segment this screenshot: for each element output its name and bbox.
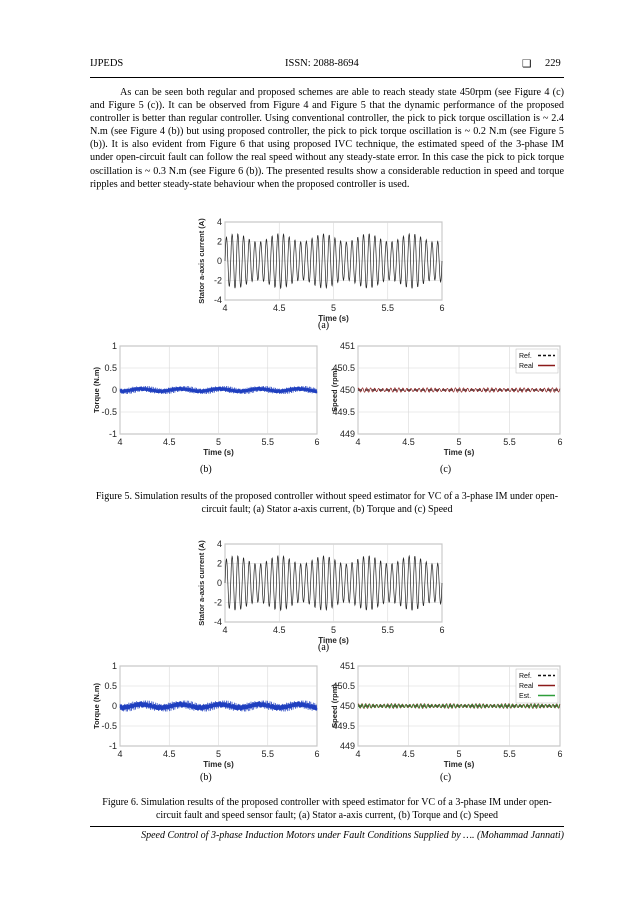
figure5-label-b: (b)	[200, 464, 212, 475]
figure5-plot-a	[195, 216, 450, 326]
journal-name: IJPEDS	[90, 58, 124, 69]
figure6-label-b: (b)	[200, 772, 212, 783]
y-tick-label: 451	[339, 341, 355, 351]
x-tick-label: 4.5	[162, 437, 176, 447]
x-tick-label: 4	[117, 749, 123, 759]
x-tick-label: 4	[355, 749, 361, 759]
x-tick-label: 5.5	[261, 749, 275, 759]
x-tick-label: 5	[215, 749, 222, 759]
x-tick-label: 5	[456, 749, 462, 759]
y-tick-label: 449.5	[332, 407, 355, 417]
legend-label: Ref.	[519, 353, 532, 360]
y-tick-label: 449.5	[332, 721, 355, 731]
running-footer: Speed Control of 3-phase Induction Motors under Fault Conditions Supplied by …. (Mohammad Jannati)	[141, 830, 564, 841]
x-tick-label: 5	[330, 625, 337, 635]
x-tick-label: 4	[355, 437, 361, 447]
legend-label: Real	[519, 363, 534, 370]
footer-rule	[90, 826, 564, 827]
y-tick-label: 2	[216, 558, 222, 569]
figure5b-chart	[90, 340, 325, 460]
figure6-label-c: (c)	[440, 772, 452, 783]
y-tick-label: -2	[213, 275, 222, 286]
y-axis-label: Torque (N.m)	[92, 366, 101, 414]
x-tick-label: 6	[557, 437, 563, 447]
y-tick-label: 2	[216, 236, 222, 247]
y-axis-label: Speed (rpm)	[330, 368, 339, 412]
x-tick-label: 6	[557, 749, 563, 759]
y-tick-label: 1	[111, 341, 117, 351]
x-tick-label: 4	[222, 303, 228, 313]
x-tick-label: 4	[117, 437, 123, 447]
x-tick-label: 4.5	[402, 749, 415, 759]
y-tick-label: 0.5	[104, 363, 117, 373]
figure6-plot-a	[195, 538, 450, 648]
x-axis-label: Time (s)	[318, 636, 349, 645]
legend-label: Est.	[519, 693, 532, 700]
body-paragraph: As can be seen both regular and proposed schemes are able to reach steady state 450rpm (see Figure 4 (c) and Figure 5 (c)). It can be observed from Figure 4 and Figure 5 that the dynamic performance of the proposed controller is better than regular controller. Using conventional controller, the pick to pick torque oscillation is ~ 2.4 N.m (see Figure 4 (b)) but using proposed controller, the pick to pick torque oscillation is ~ 0.2 N.m (see Figure 5 (b)). It is also evident from Figure 6 that using proposed IVC technique, the estimated speed of the 3-phase IM under open-circuit fault can follow the real speed without any steady-state error. In this case the pick to pick torque oscillation is ~ 0.3 N.m (see Figure 6 (b)). The presented results show a considerable reduction in speed and torque ripples and better steady-state behaviour when the proposed controller is used.	[90, 87, 564, 190]
y-tick-label: -1	[108, 741, 117, 751]
figure6a-chart	[195, 538, 450, 648]
y-axis-label: Torque (N.m)	[92, 682, 101, 730]
x-tick-label: 5.5	[261, 437, 275, 447]
x-axis-label: Time (s)	[318, 314, 349, 323]
y-tick-label: -0.5	[101, 407, 117, 417]
x-axis-label: Time (s)	[443, 760, 475, 769]
y-tick-label: 449	[339, 429, 355, 439]
y-tick-label: 0.5	[104, 681, 117, 691]
y-tick-label: 4	[216, 539, 222, 549]
figure5-label-c: (c)	[440, 464, 452, 475]
header-rule	[90, 77, 564, 78]
x-tick-label: 6	[314, 749, 320, 759]
y-tick-label: -0.5	[101, 721, 117, 731]
y-axis-label: Speed (rpm)	[330, 684, 339, 728]
figure6-caption: Figure 6. Simulation results of the proposed controller with speed estimator for VC of a 3-phase IM under open-circuit fault and speed sensor fault; (a) Stator a-axis current, (b) Torque and (c) Speed	[102, 797, 552, 821]
figure6b-chart	[90, 660, 325, 772]
x-tick-label: 5	[215, 437, 222, 447]
x-tick-label: 5	[330, 303, 337, 313]
y-tick-label: -4	[213, 617, 222, 627]
x-axis-label: Time (s)	[203, 760, 234, 769]
figure5-caption: Figure 5. Simulation results of the proposed controller without speed estimator for VC of a 3-phase IM under open-circuit fault; (a) Stator a-axis current, (b) Torque and (c) Speed	[95, 491, 559, 515]
x-axis-label: Time (s)	[443, 448, 475, 457]
y-tick-label: 0	[216, 578, 222, 588]
page-number: 229	[545, 58, 561, 69]
y-tick-label: -1	[108, 429, 117, 439]
x-tick-label: 5.5	[381, 625, 395, 635]
figure6-plot-b	[90, 660, 325, 772]
legend-label: Real	[519, 683, 534, 690]
y-tick-label: -4	[213, 295, 222, 305]
y-tick-label: 451	[339, 661, 355, 671]
running-header	[90, 58, 564, 74]
x-tick-label: 6	[314, 437, 320, 447]
y-tick-label: 450	[339, 701, 355, 711]
x-tick-label: 5.5	[381, 303, 395, 313]
figure5c-chart	[328, 340, 568, 460]
x-axis-label: Time (s)	[203, 448, 234, 457]
x-tick-label: 6	[439, 303, 445, 313]
x-tick-label: 4	[222, 625, 228, 635]
y-tick-label: 4	[216, 217, 222, 227]
figure5-label-a: (a)	[318, 320, 330, 331]
figure6c-chart	[328, 660, 568, 772]
x-tick-label: 4.5	[162, 749, 176, 759]
y-tick-label: 0	[111, 385, 117, 395]
x-tick-label: 4.5	[402, 437, 415, 447]
issn: ISSN: 2088-8694	[285, 58, 359, 69]
x-tick-label: 4.5	[272, 625, 286, 635]
figure6-label-a: (a)	[318, 642, 330, 653]
box-icon: ❑	[522, 59, 532, 70]
x-tick-label: 4.5	[272, 303, 286, 313]
y-axis-label: Stator a-axis current (A)	[197, 218, 206, 304]
x-tick-label: 5	[456, 437, 462, 447]
y-tick-label: 0	[111, 701, 117, 711]
figure6-plot-c	[328, 660, 568, 772]
legend-label: Ref.	[519, 673, 532, 680]
y-tick-label: 450.5	[332, 363, 355, 373]
y-tick-label: 449	[339, 741, 355, 751]
y-tick-label: 1	[111, 661, 117, 671]
x-tick-label: 6	[439, 625, 445, 635]
figure5-plot-b	[90, 340, 325, 460]
x-tick-label: 5.5	[503, 437, 516, 447]
figure5-plot-c	[328, 340, 568, 460]
y-tick-label: 450	[339, 385, 355, 395]
y-axis-label: Stator a-axis current (A)	[197, 540, 206, 626]
y-tick-label: -2	[213, 597, 222, 608]
y-tick-label: 0	[216, 256, 222, 266]
y-tick-label: 450.5	[332, 681, 355, 691]
x-tick-label: 5.5	[503, 749, 516, 759]
figure5a-chart	[195, 216, 450, 326]
